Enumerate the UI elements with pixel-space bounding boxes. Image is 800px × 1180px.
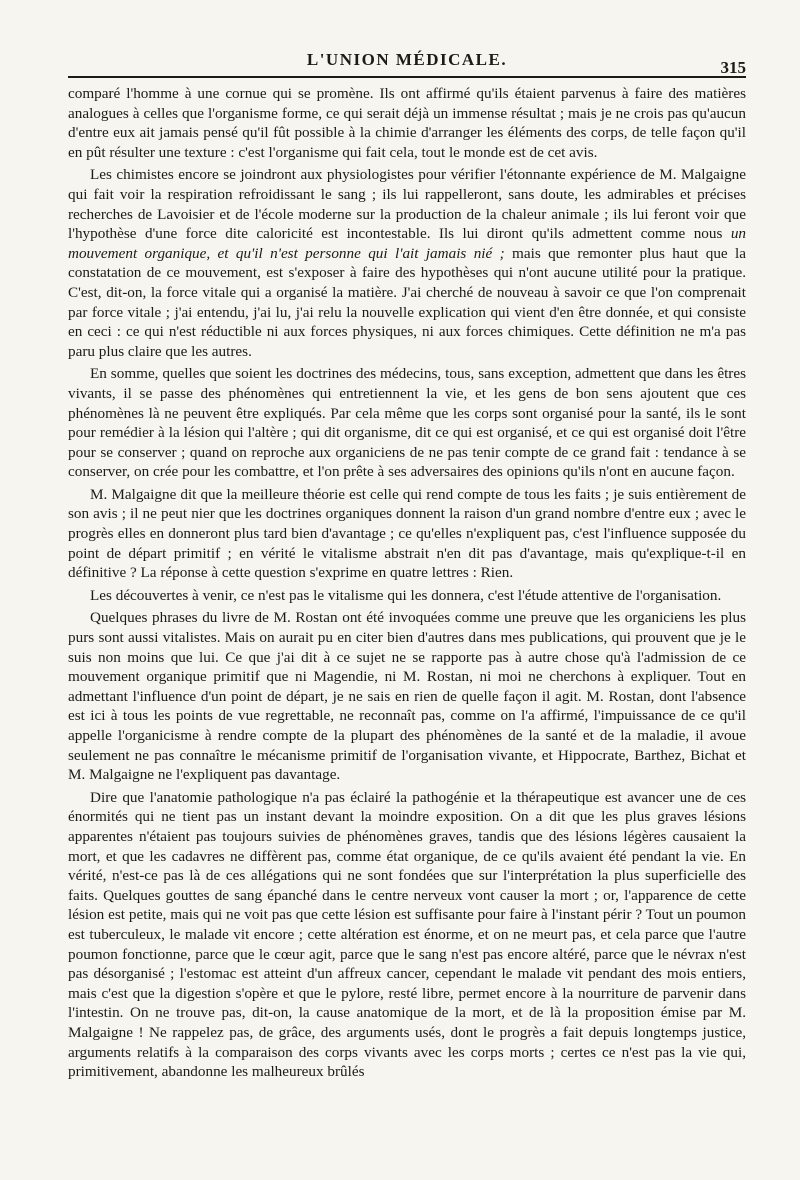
paragraph-3: En somme, quelles que soient les doctrines des médecins, tous, sans exception, admettent que dans les êtres vivants, il se passe des phénomènes qui entretiennent la vie, et les gens de bon sens ajoutent que ces phénomènes là ne peuvent être expliqués. Par cela même que les corps sont organisé pour la santé, ils le sont pour remédier à la lésion qui l'altère ; qui dit organisme, dit ce qui est organisé, et ce qui est organisé doit l'être pour se conserver ; quand on reproche aux organiciens de ne pas tenir compte de ce grand fait : tendance à se conserver, on crée pour les combattre, et l'on prête à ses adversaires des opinions qu'ils n'ont en aucune façon.	[68, 365, 746, 481]
paragraph-6: Quelques phrases du livre de M. Rostan ont été invoquées comme une preuve que les organiciens les plus purs sont aussi vitalistes. Mais on aurait pu en citer bien d'autres dans mes publications, qui prouvent que je le suis non moins que lui. Ce que j'ai dit à ce sujet ne se rapporte pas à autre chose qu'à l'admission de ce mouvement organique primitif que ni Magendie, ni M. Rostan, ni moi ne cherchons à expliquer. Tout en admettant l'influence d'un point de départ, je ne sais en rien de quelle façon il agit. M. Rostan, dont l'absence est ici à tous les points de vue regrettable, ne reconnaît pas, comme on l'a affirmé, l'impuissance de ce qu'il appelle l'organicisme à rendre compte de la plupart des phénomènes de la santé et de la maladie, il avoue seulement ne pas connaître le mécanisme primitif de l'organisation vivante, et Hippocrate, Barthez, Bichat et M. Malgaigne ne l'expliquent pas davantage.	[68, 609, 746, 784]
paragraph-2-end: mais que remonter plus haut que la constatation de ce mouvement, est s'exposer à faire des hypothèses qui n'ont aucune utilité pour la pratique. C'est, dit-on, la force vitale qui a organisé la matière. J'ai cherché de nouveau à savoir ce que l'on comprenait par force vitale ; j'ai entendu, j'ai lu, j'ai relu la nouvelle explication qui vient d'en être donnée, et qui consiste en ceci : ce qui n'est réductible ni aux forces physiques, ni aux forces chimiques. Cette définition ne m'a pas paru plus claire que les autres.	[68, 244, 746, 360]
paragraph-2-start: Les chimistes encore se joindront aux physiologistes pour vérifier l'étonnante expérience de M. Malgaigne qui fait voir la respiration refroidissant le sang ; ils lui rappelleront, sans doute, les admirables et précises recherches de Lavoisier et de l'école moderne sur la production de la chaleur animale ; ils lui feront voir que l'hypothèse d'une force dite caloricité est incontestable. Ils lui diront qu'ils admettent comme nous	[68, 166, 746, 243]
header-rule	[68, 76, 746, 78]
page-number: 315	[720, 58, 746, 77]
paragraph-2-italic: un mouvement organique, et qu'il n'est personne qui l'ait jamais nié ;	[68, 225, 746, 262]
running-title: L'UNION MÉDICALE.	[306, 50, 508, 69]
paragraph-2	[68, 165, 746, 361]
page-header	[68, 0, 746, 77]
article-body	[68, 84, 746, 1082]
paragraph-4: M. Malgaigne dit que la meilleure théorie est celle qui rend compte de tous les faits ; je suis entièrement de son avis ; il ne peut nier que les doctrines organiques donnent la raison d'un grand nombre d'entre eux ; avec le progrès elles en donneront plus tard bien d'avantage ; ce qu'elles n'expliquent pas, c'est l'influence supposée du point de départ primitif ; en vérité le vitalisme abstrait n'en dit pas d'avantage, mais qu'explique-t-il en définitive ? La réponse à cette question s'exprime en quatre lettres : Rien.	[68, 485, 746, 582]
paragraph-7: Dire que l'anatomie pathologique n'a pas éclairé la pathogénie et la thérapeutique est avancer une de ces énormités qui ne tient pas un instant devant la moindre exposition. On a dit que les plus graves lésions apparentes n'étaient pas toujours suivies de phénomènes graves, tandis que des lésions légères causaient la mort, et que les cadavres ne diffèrent pas, comme état organique, de ce qu'ils avaient été pendant la vie. En vérité, n'est-ce pas là de ces allégations qui ne sont fondées que sur l'interprétation la plus superficielle des faits. Quelques gouttes de sang épanché dans le centre nerveux vont causer la mort ; or, l'apparence de cette lésion est petite, mais qui ne voit pas que cette lésion est suffisante pour faire à l'instant périr ? Tout un poumon est tuberculeux, le malade vit encore ; cette altération est énorme, et on ne meurt pas, et cela parce que l'autre poumon fonctionne, parce que le cœur agit, parce que le sang n'est pas encore altéré, parce que le névrax n'est pas désorganisé ; l'estomac est atteint d'un affreux cancer, cependant le malade vit pendant des mois entiers, mais c'est que la digestion s'opère et que le pylore, resté libre, permet encore à la nourriture de parvenir dans l'intestin. On ne trouve pas, dit-on, la cause anatomique de la mort, et de là la proposition émise par M. Malgaigne ! Ne rappelez pas, de grâce, des arguments usés, dont le progrès a fait depuis longtemps justice, arguments relatifs à la comparaison des corps vivants avec les corps morts ; certes ce n'est pas la vie qui, primitivement, abandonne les malheureux brûlés	[68, 788, 746, 1081]
paragraph-5: Les découvertes à venir, ce n'est pas le vitalisme qui les donnera, c'est l'étude attentive de l'organisation.	[90, 586, 722, 604]
paragraph-1: comparé l'homme à une cornue qui se promène. Ils ont affirmé qu'ils étaient parvenus à faire des matières analogues à celles que l'organisme forme, ce qui serait déjà un immense résultat ; mais je ne crois pas qu'aucun d'entre eux ait jamais pensé qu'il fût possible à la chimie d'arranger les éléments des corps, de telle façon qu'il en pût résulter une texture : c'est l'organisme qui fait cela, tout le monde est de cet avis.	[68, 85, 746, 161]
